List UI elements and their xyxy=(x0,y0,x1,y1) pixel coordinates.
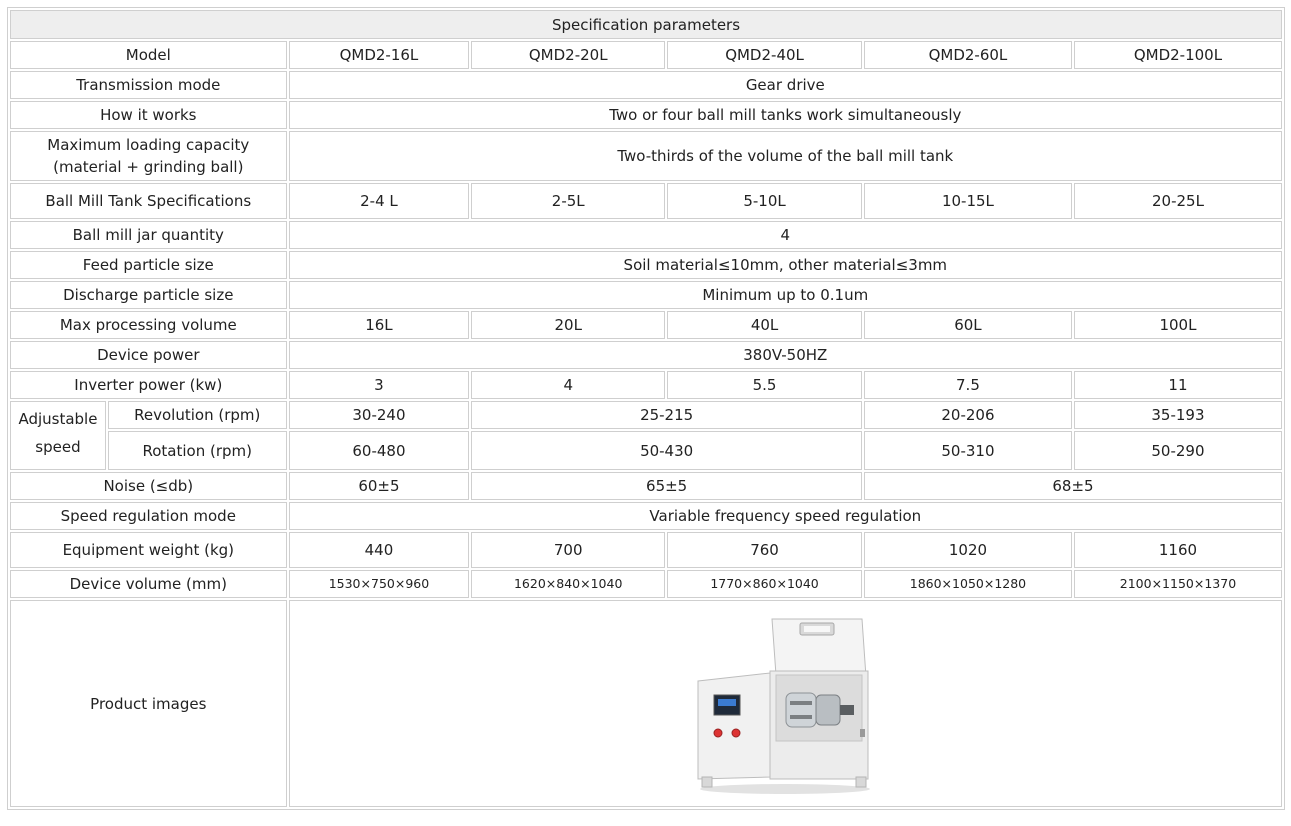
tank-spec-cell: 2-4 L xyxy=(289,183,470,219)
row-label-product-images: Product images xyxy=(10,600,287,807)
weight-cell: 1160 xyxy=(1074,532,1282,568)
max-volume-cell: 20L xyxy=(471,311,665,339)
max-volume-cell: 100L xyxy=(1074,311,1282,339)
noise-cell: 60±5 xyxy=(289,472,470,500)
row-label-rotation: Rotation (rpm) xyxy=(108,431,287,470)
spec-table-wrapper xyxy=(7,7,1285,810)
model-cell: QMD2-16L xyxy=(289,41,470,69)
weight-cell: 440 xyxy=(289,532,470,568)
table-row-weight xyxy=(10,532,1282,568)
how-it-works-value: Two or four ball mill tanks work simultaneously xyxy=(289,101,1282,129)
display-screen xyxy=(718,699,736,706)
device-volume-cell: 1620×840×1040 xyxy=(471,570,665,598)
feed-size-value: Soil material≤10mm, other material≤3mm xyxy=(289,251,1282,279)
noise-cell: 68±5 xyxy=(864,472,1282,500)
table-row-tank-specs xyxy=(10,183,1282,219)
device-power-value: 380V-50HZ xyxy=(289,341,1282,369)
inverter-power-cell: 7.5 xyxy=(864,371,1072,399)
row-label-max-volume: Max processing volume xyxy=(10,311,287,339)
table-row-jar-quantity xyxy=(10,221,1282,249)
lid-handle-grip xyxy=(804,626,830,632)
table-row-product-images xyxy=(10,600,1282,807)
device-volume-cell: 1530×750×960 xyxy=(289,570,470,598)
weight-cell: 1020 xyxy=(864,532,1072,568)
row-label-inverter-power: Inverter power (kw) xyxy=(10,371,287,399)
jar-band xyxy=(790,701,812,705)
model-cell: QMD2-40L xyxy=(667,41,862,69)
max-loading-label-line2: (material + grinding ball) xyxy=(53,158,244,176)
transmission-value: Gear drive xyxy=(289,71,1282,99)
revolution-cell: 20-206 xyxy=(864,401,1072,429)
table-title: Specification parameters xyxy=(10,10,1282,39)
row-label-tank-specs: Ball Mill Tank Specifications xyxy=(10,183,287,219)
table-row-device-power xyxy=(10,341,1282,369)
stop-button-icon xyxy=(732,729,740,737)
table-row-discharge-size xyxy=(10,281,1282,309)
row-label-how-it-works: How it works xyxy=(10,101,287,129)
ball-mill-machine-icon xyxy=(690,609,880,799)
table-row-speed-mode xyxy=(10,502,1282,530)
jar-quantity-value: 4 xyxy=(289,221,1282,249)
table-row-rotation xyxy=(10,431,1282,470)
grinding-jar xyxy=(816,695,840,725)
rotation-cell: 60-480 xyxy=(289,431,470,470)
table-title-row xyxy=(10,10,1282,39)
max-volume-cell: 16L xyxy=(289,311,470,339)
table-row-transmission xyxy=(10,71,1282,99)
model-cell: QMD2-20L xyxy=(471,41,665,69)
table-row-noise xyxy=(10,472,1282,500)
product-image-cell xyxy=(289,600,1282,807)
specification-table xyxy=(7,7,1285,810)
row-label-speed-mode: Speed regulation mode xyxy=(10,502,287,530)
inverter-power-cell: 11 xyxy=(1074,371,1282,399)
model-cell: QMD2-100L xyxy=(1074,41,1282,69)
table-row-how-it-works xyxy=(10,101,1282,129)
device-volume-cell: 1770×860×1040 xyxy=(667,570,862,598)
table-row-max-volume xyxy=(10,311,1282,339)
row-label-discharge-size: Discharge particle size xyxy=(10,281,287,309)
grinding-jar xyxy=(786,693,816,727)
machine-leg xyxy=(856,777,866,787)
adjustable-label-line2: speed xyxy=(35,437,81,456)
row-label-adjustable-speed xyxy=(10,401,106,470)
row-label-transmission: Transmission mode xyxy=(10,71,287,99)
tank-spec-cell: 10-15L xyxy=(864,183,1072,219)
rotation-cell: 50-290 xyxy=(1074,431,1282,470)
adjustable-label-line1: Adjustable xyxy=(18,409,98,428)
table-row-max-loading xyxy=(10,131,1282,181)
revolution-cell: 35-193 xyxy=(1074,401,1282,429)
inverter-power-cell: 4 xyxy=(471,371,665,399)
max-volume-cell: 60L xyxy=(864,311,1072,339)
max-loading-value: Two-thirds of the volume of the ball mill tank xyxy=(289,131,1282,181)
machine-shadow xyxy=(700,784,870,794)
table-row-device-volume xyxy=(10,570,1282,598)
power-button-icon xyxy=(714,729,722,737)
machine-leg xyxy=(702,777,712,787)
weight-cell: 700 xyxy=(471,532,665,568)
noise-cell: 65±5 xyxy=(471,472,862,500)
device-volume-cell: 2100×1150×1370 xyxy=(1074,570,1282,598)
speed-mode-value: Variable frequency speed regulation xyxy=(289,502,1282,530)
inverter-power-cell: 3 xyxy=(289,371,470,399)
device-volume-cell: 1860×1050×1280 xyxy=(864,570,1072,598)
max-volume-cell: 40L xyxy=(667,311,862,339)
rotation-cell: 50-310 xyxy=(864,431,1072,470)
jar-band xyxy=(790,715,812,719)
row-label-revolution: Revolution (rpm) xyxy=(108,401,287,429)
model-cell: QMD2-60L xyxy=(864,41,1072,69)
lid-latch xyxy=(860,729,865,737)
tank-spec-cell: 2-5L xyxy=(471,183,665,219)
row-label-feed-size: Feed particle size xyxy=(10,251,287,279)
row-label-max-loading xyxy=(10,131,287,181)
row-label-device-power: Device power xyxy=(10,341,287,369)
tank-spec-cell: 20-25L xyxy=(1074,183,1282,219)
weight-cell: 760 xyxy=(667,532,862,568)
revolution-cell: 30-240 xyxy=(289,401,470,429)
row-label-model: Model xyxy=(10,41,287,69)
table-row-revolution xyxy=(10,401,1282,429)
tank-spec-cell: 5-10L xyxy=(667,183,862,219)
control-box xyxy=(698,673,770,779)
inverter-power-cell: 5.5 xyxy=(667,371,862,399)
row-label-noise: Noise (≤db) xyxy=(10,472,287,500)
drive-shaft xyxy=(840,705,854,715)
table-row-feed-size xyxy=(10,251,1282,279)
table-row-inverter-power xyxy=(10,371,1282,399)
row-label-device-volume: Device volume (mm) xyxy=(10,570,287,598)
discharge-size-value: Minimum up to 0.1um xyxy=(289,281,1282,309)
table-row-model xyxy=(10,41,1282,69)
row-label-weight: Equipment weight (kg) xyxy=(10,532,287,568)
rotation-cell: 50-430 xyxy=(471,431,862,470)
row-label-jar-quantity: Ball mill jar quantity xyxy=(10,221,287,249)
max-loading-label-line1: Maximum loading capacity xyxy=(47,136,250,154)
revolution-cell: 25-215 xyxy=(471,401,862,429)
